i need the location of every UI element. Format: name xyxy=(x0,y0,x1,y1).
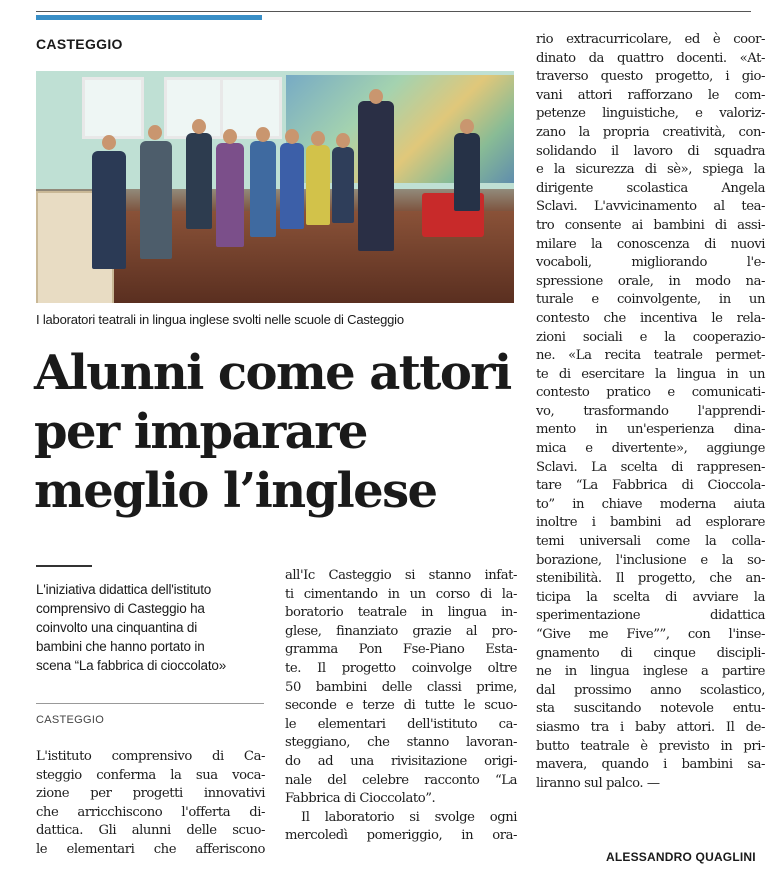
text-line: mica e divertente», aggiunge xyxy=(536,441,765,457)
text-line: mento in un'esperienza dina- xyxy=(536,422,765,438)
text-line: temi universali come la colla- xyxy=(536,534,765,550)
summary-rule xyxy=(36,565,92,567)
dateline-rule xyxy=(36,703,264,704)
text-line: gramma Pon Fse-Piano Esta- xyxy=(285,642,517,658)
text-line: gnamento di cinque discipli- xyxy=(536,645,765,661)
text-line: all'Ic Casteggio si stanno infat- xyxy=(285,568,517,583)
text-line: rio extracurricolare, ed è coor- xyxy=(536,32,765,47)
text-line: borazione, l'inclusione e la so- xyxy=(536,552,765,568)
summary-line: L'iniziativa didattica dell'istituto xyxy=(36,582,212,597)
text-line: te di esercitare la lingua in un xyxy=(536,366,765,382)
text-line: steggio conferma la sua voca- xyxy=(36,767,265,783)
text-line: milare la conoscenza di nuovi xyxy=(536,236,765,252)
text-line: do ad una rivisitazione origi- xyxy=(285,753,517,769)
text-line: mercoledì pomeriggio, in ora- xyxy=(285,828,517,844)
text-line: 50 bambini delle classi prime, xyxy=(285,679,517,695)
summary-line: coinvolto una cinquantina di xyxy=(36,620,198,635)
text-line: dinato da quattro docenti. «At- xyxy=(536,50,765,66)
text-line: che arricchiscono l'offerta di- xyxy=(36,804,265,820)
dateline: CASTEGGIO xyxy=(36,714,105,726)
text-line: Sclavi. La scelta di rappresen- xyxy=(536,459,765,475)
article-column-2 xyxy=(285,567,517,846)
text-line: siasmo tra i baby attori. Il de- xyxy=(536,719,765,735)
headline-line: per imparare xyxy=(34,404,367,460)
text-line: ne. «La recita teatrale permet- xyxy=(536,348,765,364)
text-line: vocaboli, migliorando l'e- xyxy=(536,255,765,271)
text-line: glese, finanziato grazie al pro- xyxy=(285,623,517,639)
text-line: zioni sociali e la cooperazio- xyxy=(536,329,765,345)
summary-line: comprensivo di Casteggio ha xyxy=(36,601,205,616)
text-line: solidando il lavoro di squadra xyxy=(536,143,765,159)
text-line: “Give me Five””, con l'inse- xyxy=(536,627,765,642)
text-line: contesto pratico e comunicati- xyxy=(536,385,765,401)
text-line: sta suscitando notevole entu- xyxy=(536,701,765,717)
text-line: liranno sul palco. — xyxy=(536,775,660,791)
text-line: dirigente scolastica Angela xyxy=(536,180,765,196)
text-line: ne in lingua inglese a partire xyxy=(536,664,765,680)
top-rule xyxy=(36,11,751,12)
text-line: traverso questo progetto, i gio- xyxy=(536,69,765,85)
text-line: dal prossimo anno scolastico, xyxy=(536,682,765,698)
text-line: inoltre i bambini ad esplorare xyxy=(536,515,765,531)
text-line: stenibilità. Il progetto, che an- xyxy=(536,571,765,587)
text-line: ticipa la scelta di avviare la xyxy=(536,589,765,605)
text-line: vani attori rafforzano le com- xyxy=(536,87,765,103)
text-line: Sclavi. L'avvicinamento al tea- xyxy=(536,199,765,215)
text-line: zione per progetti innovativi xyxy=(36,786,265,802)
article-column-1 xyxy=(36,748,265,860)
text-line: tro consente ai bambini di assi- xyxy=(536,217,765,233)
text-line: to” in chiave moderna aiuta xyxy=(536,496,765,512)
summary xyxy=(36,580,264,675)
summary-line: bambini che hanno portato in xyxy=(36,639,205,654)
summary-line: scena “La fabbrica di cioccolato» xyxy=(36,658,227,673)
headline xyxy=(34,344,514,521)
text-line: nale del celebre racconto “La xyxy=(285,772,517,788)
text-line: spressione orale, in modo na- xyxy=(536,273,765,289)
headline-line: meglio l’inglese xyxy=(34,463,437,519)
text-line: mavera, quando i bambini sa- xyxy=(536,757,765,773)
article-column-3 xyxy=(536,31,765,793)
text-line: Il laboratorio si svolge ogni xyxy=(301,809,517,825)
section-accent-bar xyxy=(36,15,262,20)
text-line: contesto che incentiva le rela- xyxy=(536,310,765,326)
text-line: boratorio teatrale in lingua in- xyxy=(285,605,517,621)
section-label: CASTEGGIO xyxy=(36,36,123,52)
author-byline: ALESSANDRO QUAGLINI xyxy=(606,850,756,864)
text-line: turale e coinvolgente, in un xyxy=(536,292,765,308)
photo-caption: I laboratori teatrali in lingua inglese svolti nelle scuole di Casteggio xyxy=(36,312,404,327)
text-line: petenze linguistiche, e valoriz- xyxy=(536,106,765,122)
text-line: butto teatrale è previsto in pri- xyxy=(536,738,765,754)
text-line: Fabbrica di Cioccolato”. xyxy=(285,791,436,807)
text-line: seconde e terze di tutte le scuo- xyxy=(285,698,517,714)
text-line: vo, trasformando l'apprendi- xyxy=(536,403,765,419)
text-line: tare “La Fabbrica di Cioccola- xyxy=(536,478,765,494)
text-line: zano la propria creatività, con- xyxy=(536,124,765,140)
text-line: te. Il progetto coinvolge oltre xyxy=(285,660,517,676)
text-line: steggiano, che stanno lavoran- xyxy=(285,735,517,751)
text-line: dattica. Gli alunni delle scuo- xyxy=(36,823,265,839)
text-line: e la sicurezza di sè», spiega la xyxy=(536,162,765,178)
article-photo xyxy=(36,71,514,303)
text-line: le elementari dell'istituto ca- xyxy=(285,716,517,732)
headline-line: Alunni come attori xyxy=(34,345,511,401)
text-line: sperimentazione didattica xyxy=(536,608,765,624)
text-line: ti cimentando in un corso di la- xyxy=(285,586,517,602)
text-line: le elementari che afferiscono xyxy=(36,841,265,857)
text-line: L'istituto comprensivo di Ca- xyxy=(36,749,265,764)
